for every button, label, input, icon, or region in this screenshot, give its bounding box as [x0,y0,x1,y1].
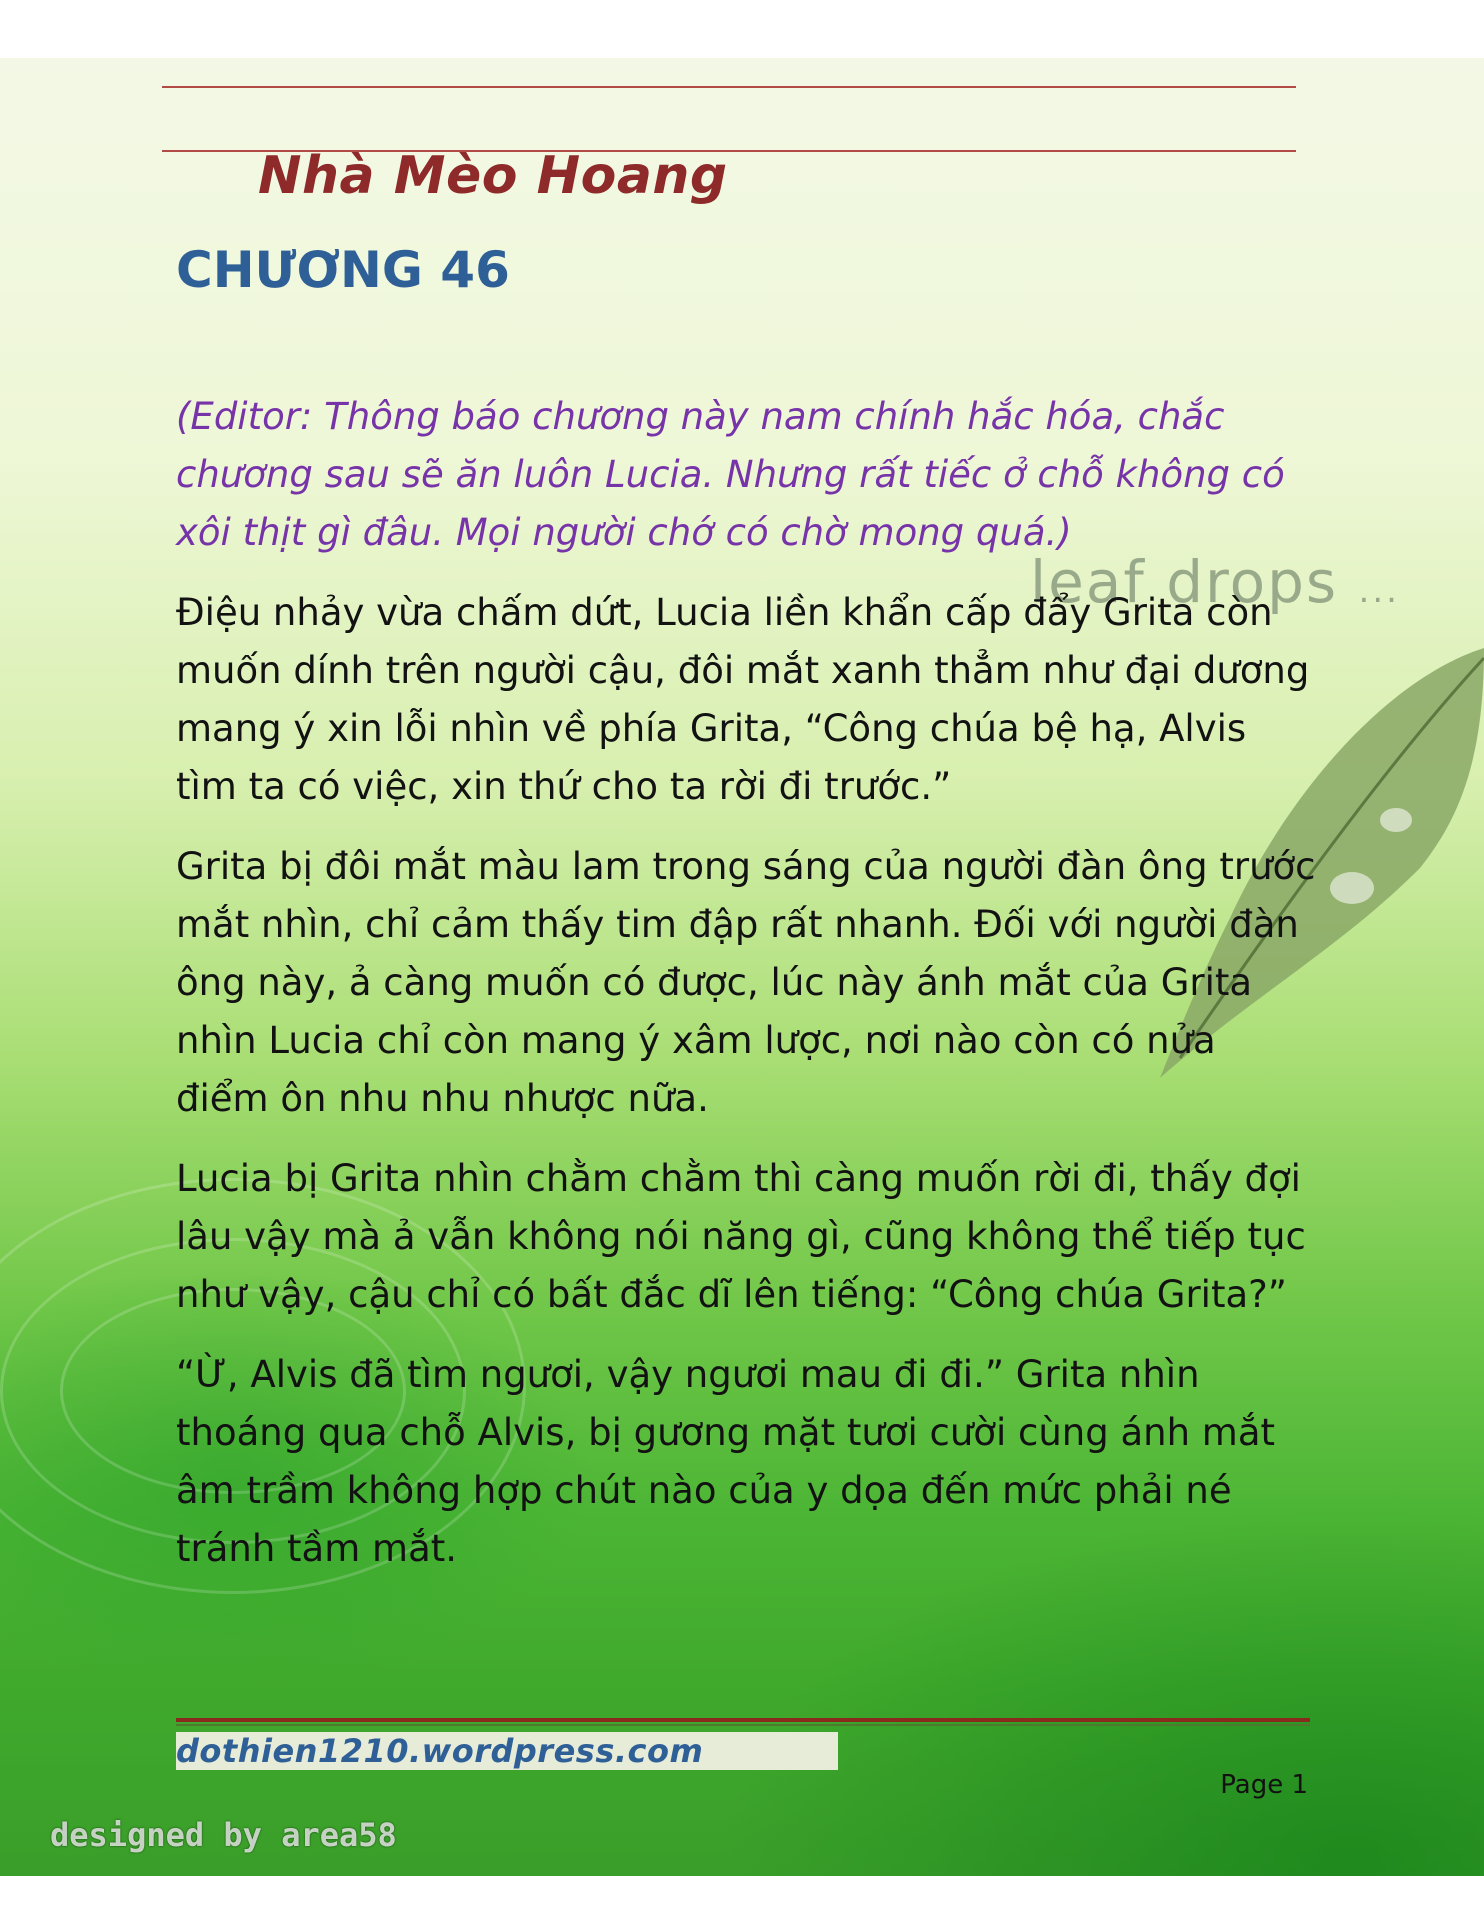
designer-credit: designed by area58 [50,1816,397,1854]
header-top-rule [162,86,1296,88]
chapter-body [176,388,1316,1600]
body-paragraph: “Ừ, Alvis đã tìm ngươi, vậy ngươi mau đi đi.” Grita nhìn thoáng qua chỗ Alvis, bị gương mặt tươi cười cùng ánh mắt âm trầm không hợp chút nào của y dọa đến mức phải né tránh tầm mắt. [176,1353,1276,1570]
footer-website-link[interactable]: dothien1210.wordpress.com [176,1732,838,1770]
page-number: Page 1 [1220,1770,1308,1800]
watermark-text: leaf drops [1030,548,1339,616]
chapter-title: CHƯƠNG 46 [176,241,510,299]
watermark-ellipsis: ... [1358,571,1400,611]
footer-rule-secondary [176,1724,1310,1726]
document-page [0,58,1484,1876]
header-bottom-rule [162,150,1296,152]
editor-note: (Editor: Thông báo chương này nam chính hắc hóa, chắc chương sau sẽ ăn luôn Lucia. Nhưng rất tiếc ở chỗ không có xôi thịt gì đâu. Mọi người chớ có chờ mong quá.) [176,395,1285,554]
body-paragraph: Lucia bị Grita nhìn chằm chằm thì càng muốn rời đi, thấy đợi lâu vậy mà ả vẫn không nói năng gì, cũng không thể tiếp tục như vậy, cậu chỉ có bất đắc dĩ lên tiếng: “Công chúa Grita?” [176,1157,1306,1316]
site-title: Nhà Mèo Hoang [258,146,728,206]
body-paragraph: Điệu nhảy vừa chấm dứt, Lucia liền khẩn cấp đẩy Grita còn muốn dính trên người cậu, đôi mắt xanh thẳm như đại dương mang ý xin lỗi nhìn về phía Grita, “Công chúa bệ hạ, Alvis tìm ta có việc, xin thứ cho ta rời đi trước.” [176,591,1310,808]
footer-rule [176,1718,1310,1722]
body-paragraph: Grita bị đôi mắt màu lam trong sáng của người đàn ông trước mắt nhìn, chỉ cảm thấy tim đập rất nhanh. Đối với người đàn ông này, ả càng muốn có được, lúc này ánh mắt của Grita nhìn Lucia chỉ còn mang ý xâm lược, nơi nào còn có nửa điểm ôn nhu nhu nhược nữa. [176,845,1316,1120]
